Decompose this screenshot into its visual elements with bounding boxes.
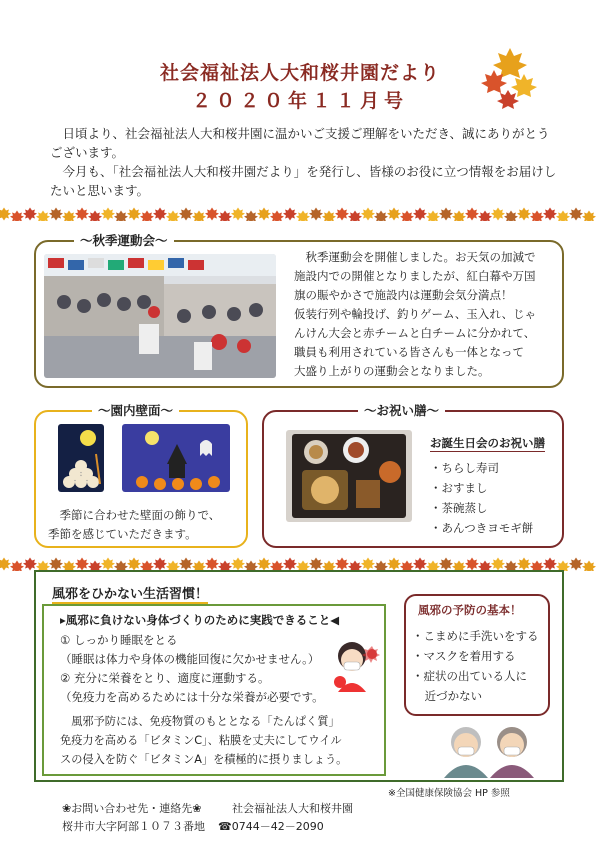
leaf-icon	[270, 211, 284, 222]
leaf-icon	[283, 208, 297, 221]
footer-phone: 0744－42－2090	[231, 820, 324, 833]
leaf-icon	[426, 211, 440, 222]
practice-heading: ▸風邪に負けない身体づくりのために実践できること◀	[60, 613, 340, 627]
nutrition-line: 風邪予防には、免疫物質のもととなる「たんぱく質」	[71, 715, 340, 728]
leaf-icon	[439, 208, 453, 221]
cold-prevention-title: 風邪をひかない生活習慣！	[52, 583, 208, 604]
leaf-icon	[49, 558, 63, 571]
leaf-icon	[10, 561, 24, 572]
menu-item: ・おすまし	[430, 481, 488, 495]
menu-item: ・あんつきヨモギ餅	[430, 521, 534, 535]
sports-line: 大盛り上がりの運動会となりました。	[294, 364, 490, 378]
celebration-menu	[430, 432, 560, 538]
phone-icon: ☎	[218, 820, 232, 833]
leaf-icon	[452, 211, 466, 222]
leaf-icon	[36, 211, 50, 222]
footer-contact: お問い合わせ先・連絡先	[71, 802, 193, 815]
point-2: ② 充分に栄養をとり、適度に運動する。	[60, 671, 270, 685]
leaf-icon	[75, 208, 89, 221]
wall-decoration-title: ～園内壁面～	[92, 401, 179, 419]
leaf-icon	[335, 208, 349, 221]
leaf-icon	[322, 211, 336, 222]
leaf-icon	[205, 558, 219, 571]
leaf-icon	[309, 558, 323, 571]
leaf-icon	[62, 211, 76, 222]
leaf-icon	[283, 558, 297, 571]
leaf-icon	[127, 208, 141, 221]
leaf-icon	[465, 558, 479, 571]
leaf-icon	[582, 211, 596, 222]
prevention-basics-list	[412, 626, 548, 706]
leaf-icon	[543, 558, 557, 571]
flower-icon: ❀	[62, 802, 72, 815]
leaf-icon	[231, 558, 245, 571]
leaf-icon	[218, 211, 232, 222]
leaf-icon	[49, 208, 63, 221]
menu-item: ・茶碗蒸し	[430, 501, 488, 515]
leaf-icon	[153, 208, 167, 221]
leaf-icon	[556, 211, 570, 222]
leaf-icon	[400, 211, 414, 222]
sports-line: 旗の賑やかさで施設内は運動会気分満点！	[294, 288, 513, 302]
leaf-icon	[530, 211, 544, 222]
leaf-icon	[192, 211, 206, 222]
leaf-icon	[439, 558, 453, 571]
leaf-icon	[88, 211, 102, 222]
leaf-icon	[140, 211, 154, 222]
leaf-icon	[387, 558, 401, 571]
sports-day-title: ～秋季運動会～	[74, 231, 174, 249]
leaf-icon	[335, 558, 349, 571]
leaf-icon	[361, 208, 375, 221]
leaf-icon	[153, 558, 167, 571]
celebration-meal-photo	[286, 430, 412, 522]
basics-item: ・マスクを着用する	[412, 649, 516, 663]
leaf-icon	[296, 211, 310, 222]
sports-day-text	[294, 248, 556, 381]
footer-contact-line	[62, 800, 201, 816]
leaf-icon	[257, 208, 271, 221]
basics-item: ・症状の出ている人に	[412, 669, 527, 683]
leaf-icon	[257, 558, 271, 571]
intro-paragraph-2: 今月も、「社会福祉法人大和桜井園だより」を発行し、皆様のお役に立つ情報をお届けしたいと思います。	[50, 164, 557, 198]
intro-paragraph-1: 日頃より、社会福祉法人大和桜井園に温かいご支援ご理解をいただき、誠にありがとうございます。	[50, 126, 550, 160]
sports-line: 秋季運動会を開催しました。お天気の加減で	[305, 250, 536, 264]
leaf-icon	[101, 208, 115, 221]
masked-elderly-couple-icon	[438, 722, 540, 778]
footer-org: 社会福祉法人大和桜井園	[232, 802, 353, 815]
masked-woman-illustration-icon	[330, 636, 380, 694]
flower-icon: ❀	[192, 802, 202, 815]
leaf-icon	[0, 208, 11, 221]
wall-decoration-text	[48, 506, 244, 544]
footer-address: 桜井市大字阿部１０７３番地	[62, 820, 205, 833]
leaf-icon	[0, 558, 11, 571]
leaf-icon	[543, 208, 557, 221]
maple-leaves-icon	[480, 40, 542, 112]
leaf-icon	[413, 208, 427, 221]
leaf-divider-middle	[0, 556, 600, 570]
leaf-icon	[517, 208, 531, 221]
leaf-icon	[244, 211, 258, 222]
leaf-icon	[387, 208, 401, 221]
nutrition-line: 免疫力を高める「ビタミンC」、粘膜を丈夫にしてウイル	[60, 734, 342, 747]
leaf-icon	[465, 208, 479, 221]
point-2-note: （免疫力を高めるためには十分な栄養が必要です。	[60, 690, 324, 704]
source-note: ※全国健康保険協会 HP 参照	[388, 788, 510, 799]
intro-text	[50, 124, 560, 200]
leaf-icon	[23, 558, 37, 571]
point-1: ① しっかり睡眠をとる	[60, 633, 178, 647]
leaf-icon	[101, 558, 115, 571]
leaf-icon	[517, 558, 531, 571]
wall-photo-halloween	[122, 424, 230, 492]
leaf-icon	[348, 211, 362, 222]
leaf-icon	[10, 211, 24, 222]
leaf-icon	[569, 208, 583, 221]
leaf-icon	[23, 208, 37, 221]
celebration-meal-title: ～お祝い膳～	[358, 401, 445, 419]
prevention-basics-title: 風邪の予防の基本！	[418, 603, 522, 617]
wall-line: 季節に合わせた壁面の飾りで、	[59, 508, 221, 522]
leaf-icon	[166, 211, 180, 222]
basics-item: ・こまめに手洗いをする	[412, 629, 539, 643]
newsletter-title: 社会福祉法人大和桜井園だより	[159, 62, 440, 84]
sports-line: 職員も利用されている皆さんも一体となって	[294, 345, 524, 359]
menu-item: ・ちらし寿司	[430, 461, 499, 475]
leaf-icon	[491, 208, 505, 221]
practice-list	[60, 631, 360, 707]
basics-item: 近づかない	[424, 689, 483, 703]
nutrition-line: スの侵入を防ぐ「ビタミンA」を積極的に摂りましょう。	[60, 753, 348, 766]
leaf-icon	[478, 211, 492, 222]
celebration-subtitle: お誕生日会のお祝い膳	[430, 436, 545, 450]
sports-line: 施設内での開催となりましたが、紅白幕や万国	[294, 269, 536, 283]
autumn-leaves-border-icon	[0, 557, 600, 571]
sports-day-photo	[44, 254, 276, 378]
leaf-icon	[582, 561, 596, 572]
leaf-icon	[309, 208, 323, 221]
sports-line: 仮装行列や輪投げ、釣りゲーム、玉入れ、じゃ	[294, 307, 537, 321]
leaf-icon	[179, 558, 193, 571]
leaf-icon	[374, 211, 388, 222]
leaf-icon	[504, 211, 518, 222]
wall-photo-moon	[58, 424, 104, 492]
leaf-icon	[179, 208, 193, 221]
nutrition-text	[60, 712, 382, 769]
leaf-icon	[491, 558, 505, 571]
leaf-divider-top	[0, 206, 600, 220]
leaf-icon	[569, 558, 583, 571]
leaf-icon	[75, 558, 89, 571]
issue-date: ２０２０年１１月号	[191, 90, 408, 112]
autumn-leaves-border-icon	[0, 207, 600, 221]
leaf-icon	[127, 558, 141, 571]
leaf-icon	[205, 208, 219, 221]
leaf-icon	[114, 211, 128, 222]
sports-line: んけん大会と赤チームと白チームに分かれて、	[294, 326, 536, 340]
leaf-icon	[231, 208, 245, 221]
footer-phone-line	[218, 818, 324, 834]
wall-line: 季節を感じていただきます。	[48, 527, 197, 541]
point-1-note: （睡眠は体力や身体の機能回復に欠かせません。）	[60, 652, 320, 666]
leaf-icon	[361, 558, 375, 571]
leaf-icon	[413, 558, 427, 571]
